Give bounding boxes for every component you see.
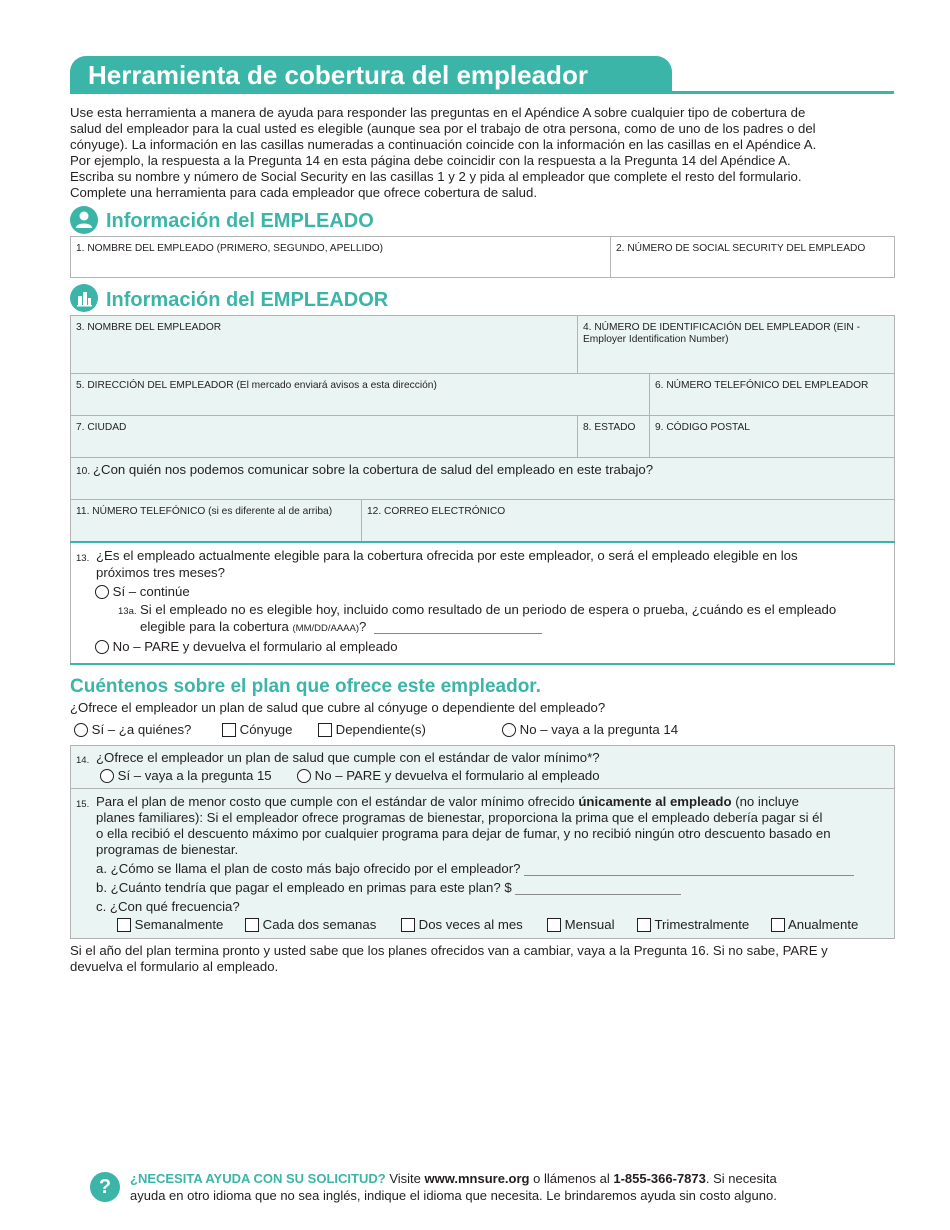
help-footer bbox=[130, 1170, 890, 1204]
field-label: 5. DIRECCIÓN DEL EMPLEADOR (El mercado enviará avisos a esta dirección) bbox=[76, 380, 437, 391]
plan-question: ¿Ofrece el empleador un plan de salud que cubre al cónyuge o dependiente del empleado? bbox=[70, 700, 606, 715]
contact-email-field[interactable] bbox=[361, 499, 895, 542]
help-heading: ¿NECESITA AYUDA CON SU SOLICITUD? bbox=[130, 1171, 386, 1186]
question-number: 10. bbox=[76, 466, 91, 477]
title-rule bbox=[672, 91, 894, 94]
employee-section-title: Información del EMPLEADO bbox=[106, 210, 374, 232]
option-label: Dos veces al mes bbox=[418, 917, 523, 932]
checkbox[interactable] bbox=[222, 723, 236, 737]
employer-phone-field[interactable] bbox=[649, 373, 895, 416]
freq-weekly[interactable] bbox=[117, 916, 223, 933]
freq-annually[interactable] bbox=[771, 916, 858, 933]
option-label: No – PARE y devuelva el formulario al empleado bbox=[314, 768, 600, 783]
frequency-question: c. ¿Con qué frecuencia? bbox=[96, 899, 240, 914]
field-label: 3. NOMBRE DEL EMPLEADOR bbox=[76, 322, 222, 333]
option-label: Trimestralmente bbox=[654, 917, 750, 932]
divider bbox=[70, 663, 895, 665]
question-text: programas de bienestar. bbox=[96, 842, 239, 857]
website-link[interactable]: www.mnsure.org bbox=[424, 1171, 530, 1186]
employee-ssn-field[interactable] bbox=[610, 236, 895, 278]
option-label: Cónyuge bbox=[239, 722, 293, 737]
freq-quarterly[interactable] bbox=[637, 916, 749, 933]
field-label: 9. CÓDIGO POSTAL bbox=[655, 422, 750, 433]
question-text: Para el plan de menor costo que cumple con el estándar de valor mínimo ofrecido bbox=[96, 794, 575, 809]
checkbox[interactable] bbox=[637, 918, 651, 932]
field-label: 6. NÚMERO TELEFÓNICO DEL EMPLEADOR bbox=[655, 380, 869, 391]
intro-line: Por ejemplo, la respuesta a la Pregunta 14 en esta página debe coincidir con la respuesta a la Pregunta 14 del Apéndice A. bbox=[70, 153, 791, 168]
employer-section-title: Información del EMPLEADOR bbox=[106, 289, 389, 311]
option-yes-whom[interactable] bbox=[74, 721, 191, 738]
checkbox[interactable] bbox=[318, 723, 332, 737]
employer-address-field[interactable] bbox=[70, 373, 650, 416]
employer-ein-field[interactable] bbox=[577, 315, 895, 374]
option-dependents[interactable] bbox=[318, 721, 426, 738]
page-title: Herramienta de cobertura del empleador bbox=[88, 60, 588, 90]
question-number: 13a. bbox=[118, 606, 137, 617]
help-text: o llámenos al bbox=[533, 1171, 610, 1186]
checkbox[interactable] bbox=[401, 918, 415, 932]
option-label: Sí – vaya a la pregunta 15 bbox=[117, 768, 272, 783]
eligibility-question-box bbox=[70, 543, 895, 665]
radio-button[interactable] bbox=[95, 640, 109, 654]
option-label: Sí – continúe bbox=[112, 584, 190, 599]
option-label: Mensual bbox=[564, 917, 615, 932]
plan-name-input[interactable] bbox=[524, 861, 854, 876]
contact-question: ¿Con quién nos podemos comunicar sobre la cobertura de salud del empleado en este trabajo? bbox=[93, 462, 654, 477]
option-spouse[interactable] bbox=[222, 721, 292, 738]
field-label: 8. ESTADO bbox=[583, 422, 636, 433]
premium-input[interactable] bbox=[515, 880, 681, 895]
question-mark: ? bbox=[359, 619, 367, 634]
freq-twice-monthly[interactable] bbox=[401, 916, 523, 933]
plan-section-title: Cuéntenos sobre el plan que ofrece este empleador. bbox=[70, 676, 541, 697]
field-label: Employer Identification Number) bbox=[583, 334, 729, 345]
option-no-stop[interactable] bbox=[297, 767, 600, 784]
option-label: No – PARE y devuelva el formulario al empleado bbox=[112, 639, 398, 654]
lowest-cost-plan-box bbox=[70, 788, 895, 939]
question-text: planes familiares): Si el empleador ofrece programas de bienestar, proporciona la prima que el empleado debería pagar si él bbox=[96, 810, 823, 825]
option-yes-continue[interactable] bbox=[95, 583, 190, 600]
building-icon bbox=[70, 284, 98, 312]
field-label: 4. NÚMERO DE IDENTIFICACIÓN DEL EMPLEADOR (EIN - bbox=[583, 322, 860, 333]
question-text bbox=[96, 793, 799, 810]
option-no-stop[interactable] bbox=[95, 638, 398, 655]
contact-question-row bbox=[70, 457, 895, 500]
question-text: (no incluye bbox=[735, 794, 799, 809]
zip-field[interactable] bbox=[649, 415, 895, 458]
state-field[interactable] bbox=[577, 415, 650, 458]
question-number: 13. bbox=[76, 553, 90, 564]
plan-name-question bbox=[96, 860, 854, 877]
question-number: 14. bbox=[76, 755, 90, 766]
freq-monthly[interactable] bbox=[547, 916, 615, 933]
intro-line: Use esta herramienta a manera de ayuda para responder las preguntas en el Apéndice A sobre cualquier tipo de cobertura de bbox=[70, 105, 806, 120]
eligibility-date-input[interactable] bbox=[374, 619, 542, 634]
field-label: 2. NÚMERO DE SOCIAL SECURITY DEL EMPLEADO bbox=[616, 243, 866, 254]
help-text: . Si necesita bbox=[705, 1171, 777, 1186]
minimum-value-question-box bbox=[70, 745, 895, 789]
city-field[interactable] bbox=[70, 415, 578, 458]
checkbox[interactable] bbox=[771, 918, 785, 932]
question-text: ¿Es el empleado actualmente elegible para la cobertura ofrecida por este empleador, o será el empleado elegible en los bbox=[96, 548, 798, 563]
question-icon: ? bbox=[90, 1172, 120, 1202]
field-label: 12. CORREO ELECTRÓNICO bbox=[367, 506, 506, 517]
contact-phone-field[interactable] bbox=[70, 499, 362, 542]
question-text: ¿Ofrece el empleador un plan de salud que cumple con el estándar de valor mínimo*? bbox=[96, 750, 600, 765]
option-label: Cada dos semanas bbox=[262, 917, 377, 932]
emphasis-text: únicamente al empleado bbox=[578, 794, 732, 809]
field-label: 7. CIUDAD bbox=[76, 422, 127, 433]
plan-change-note: Si el año del plan termina pronto y usted sabe que los planes ofrecidos van a cambiar, vaya a la Pregunta 16. Si no sabe, PARE y bbox=[70, 943, 828, 958]
radio-button[interactable] bbox=[502, 723, 516, 737]
question-text: o ella recibió el descuento máximo por cualquier programa para dejar de fumar, y no recibió ningún otro descuento basado en bbox=[96, 826, 831, 841]
question-text: b. ¿Cuánto tendría que pagar el empleado en primas para este plan? $ bbox=[96, 880, 512, 895]
question-text: Si el empleado no es elegible hoy, incluido como resultado de un periodo de espera o prueba, ¿cuándo es el empleado bbox=[140, 602, 837, 617]
plan-change-note: devuelva el formulario al empleado. bbox=[70, 959, 279, 974]
help-text: Visite bbox=[389, 1171, 421, 1186]
checkbox[interactable] bbox=[547, 918, 561, 932]
intro-line: Escriba su nombre y número de Social Security en las casillas 1 y 2 y pida al empleador que complete el resto del formulario. bbox=[70, 169, 802, 184]
question-text: a. ¿Cómo se llama el plan de costo más bajo ofrecido por el empleador? bbox=[96, 861, 521, 876]
question-text: próximos tres meses? bbox=[96, 565, 225, 580]
phone-number[interactable]: 1-855-366-7873 bbox=[613, 1171, 706, 1186]
option-label: Anualmente bbox=[787, 917, 859, 932]
intro-paragraph bbox=[70, 105, 896, 201]
person-icon bbox=[70, 206, 98, 234]
radio-button[interactable] bbox=[74, 723, 88, 737]
frequency-options bbox=[117, 916, 887, 934]
checkbox[interactable] bbox=[245, 918, 259, 932]
field-label: 1. NOMBRE DEL EMPLEADO (PRIMERO, SEGUNDO, APELLIDO) bbox=[76, 243, 384, 254]
intro-line: salud del empleador para la cual usted es elegible (aunque sea por el trabajo de otra persona, como de uno de los padres o del bbox=[70, 121, 816, 136]
option-yes-go-15[interactable] bbox=[100, 767, 272, 784]
radio-button[interactable] bbox=[100, 769, 114, 783]
field-label: 11. NÚMERO TELEFÓNICO (si es diferente al de arriba) bbox=[76, 506, 333, 517]
radio-button[interactable] bbox=[95, 585, 109, 599]
employer-name-field[interactable] bbox=[70, 315, 578, 374]
question-number: 15. bbox=[76, 799, 90, 810]
option-label: Semanalmente bbox=[134, 917, 224, 932]
date-format-hint: (MM/DD/AAAA) bbox=[292, 623, 359, 634]
option-label: No – vaya a la pregunta 14 bbox=[519, 722, 679, 737]
question-text: elegible para la cobertura bbox=[140, 619, 289, 634]
freq-biweekly[interactable] bbox=[245, 916, 376, 933]
checkbox[interactable] bbox=[117, 918, 131, 932]
question-text bbox=[140, 618, 542, 637]
premium-question bbox=[96, 879, 681, 896]
option-label: Sí – ¿a quiénes? bbox=[91, 722, 192, 737]
option-label: Dependiente(s) bbox=[335, 722, 426, 737]
employee-name-field[interactable] bbox=[70, 236, 611, 278]
intro-line: cónyuge). La información en las casillas numeradas a continuación coincide con la información en las casillas en el Apéndice A. bbox=[70, 137, 817, 152]
intro-line: Complete una herramienta para cada empleador que ofrece cobertura de salud. bbox=[70, 185, 537, 200]
option-no-go-14[interactable] bbox=[502, 721, 678, 738]
radio-button[interactable] bbox=[297, 769, 311, 783]
help-text: ayuda en otro idioma que no sea inglés, indique el idioma que necesita. Le brindaremos ayuda sin costo alguno. bbox=[130, 1188, 777, 1203]
